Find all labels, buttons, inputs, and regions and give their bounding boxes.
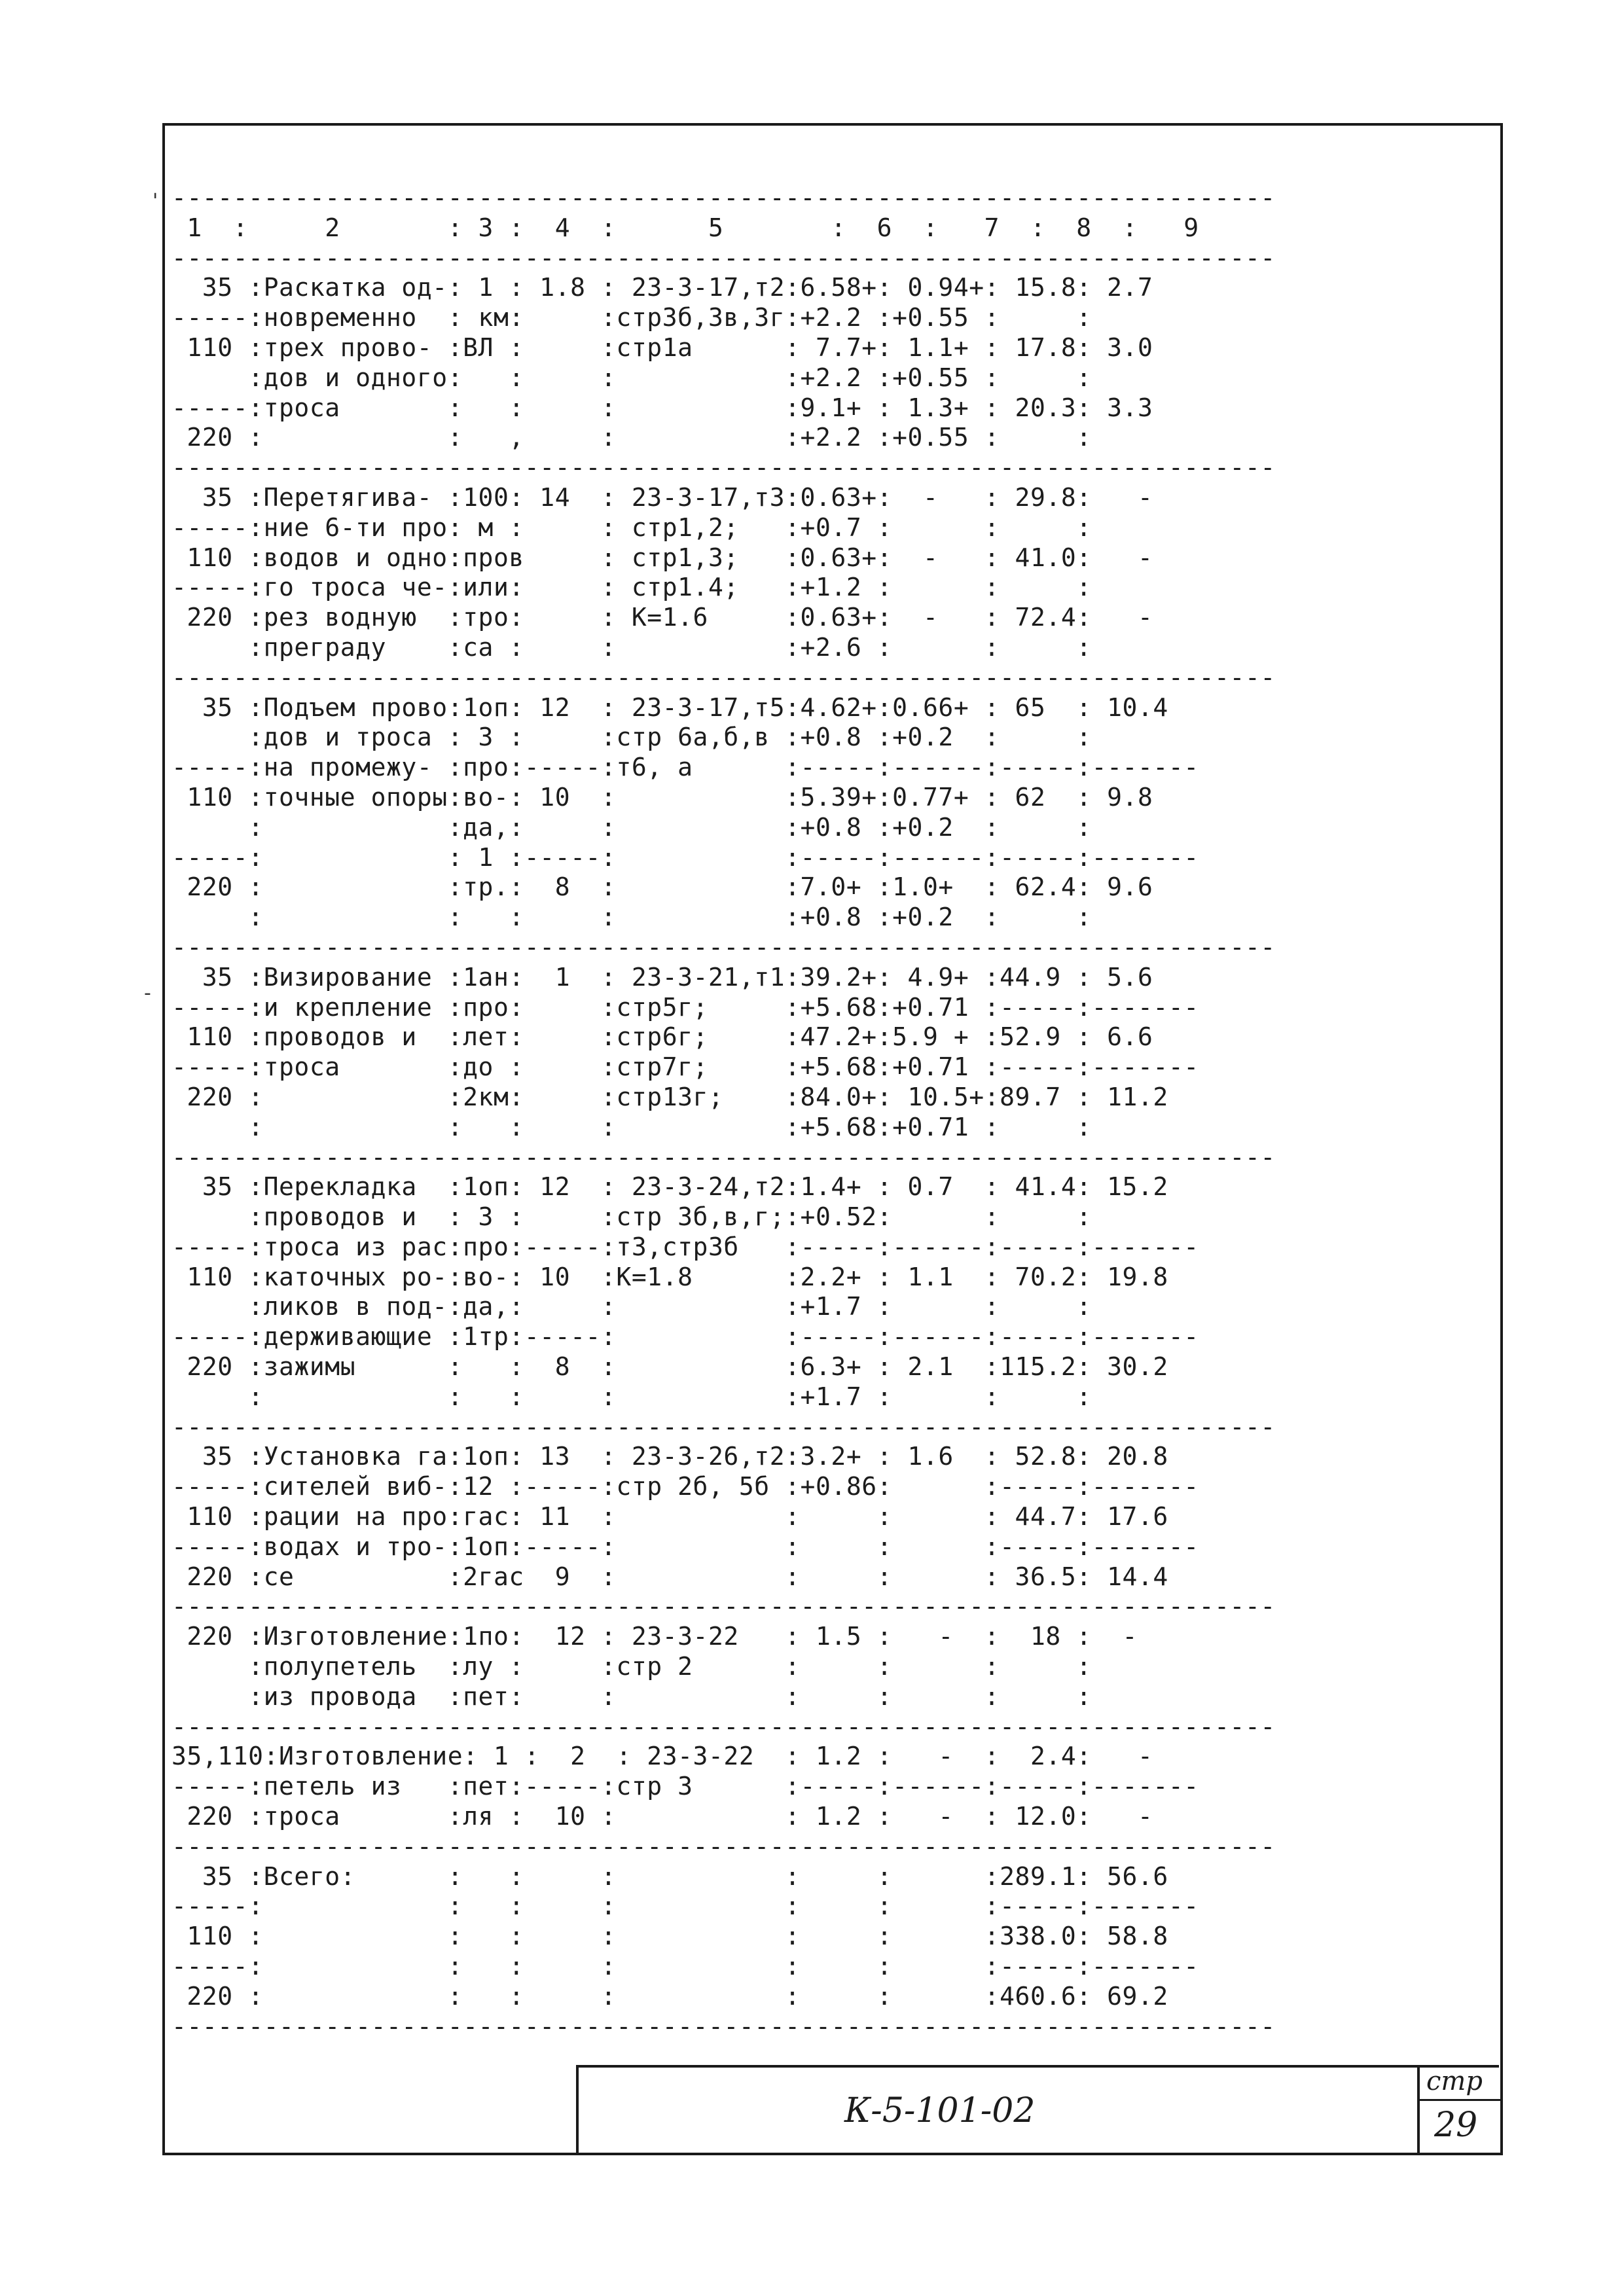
table-line: :проводов и : 3 : :стр 3б,в,г;:+0.52: : :	[171, 1202, 1092, 1232]
table-line: 110 :трех прово- :ВЛ : :стр1а : 7.7+: 1.1+ : 17.8: 3.0	[171, 332, 1153, 362]
table-line: 220 :се :2гас 9 : : : : 36.5: 14.4	[171, 1562, 1168, 1591]
table-line: ------------------------------------------------------------------------	[171, 183, 1276, 212]
binder-mark-1: '	[153, 190, 158, 213]
table-line: 220 :рез водную :тро: : К=1.6 :0.63+: - : 72.4: -	[171, 603, 1153, 632]
table-line: -----:троса : : : :9.1+ : 1.3+ : 20.3: 3.3	[171, 393, 1153, 422]
table-line: ------------------------------------------------------------------------	[171, 1142, 1276, 1172]
table-line: 220 : :тр.: 8 : :7.0+ :1.0+ : 62.4: 9.6	[171, 872, 1153, 902]
table-line: ------------------------------------------------------------------------	[171, 1712, 1276, 1741]
table-line: : : : : :+0.8 :+0.2 : :	[171, 903, 1092, 932]
page-label: стр	[1426, 2066, 1483, 2096]
table-line: -----:троса :до : :стр7г; :+5.68:+0.71 :-----:-------	[171, 1052, 1199, 1082]
table-line: ------------------------------------------------------------------------	[171, 1412, 1276, 1441]
table-line: -----:троса из рас:про:-----:т3,стр3б :-----:------:-----:-------	[171, 1232, 1199, 1261]
table-line: 35 :Перетягива- :100: 14 : 23-3-17,т3:0.63+: - : 29.8: -	[171, 482, 1153, 512]
table-line: :ликов в под-:да,: : :+1.7 : : :	[171, 1292, 1092, 1321]
page-number-cell	[1417, 2065, 1499, 2153]
table-line: -----:держивающие :1тр:-----: :-----:------:-----:-------	[171, 1322, 1199, 1352]
table-line: 35,110:Изготовление: 1 : 2 : 23-3-22 : 1.2 : - : 2.4: -	[171, 1742, 1153, 1771]
table-line: -----:петель из :пет:-----:стр 3 :-----:------:-----:-------	[171, 1772, 1199, 1801]
table-line: -----:новременно : км: :стр3б,3в,3г:+2.2 :+0.55 : :	[171, 303, 1092, 332]
estimate-table	[171, 183, 1276, 2041]
table-line: :из провода :пет: : : : : :	[171, 1681, 1092, 1711]
table-line: -----: : : : : : :-----:-------	[171, 1952, 1199, 1981]
table-line: 35 :Всего: : : : : : :289.1: 56.6	[171, 1861, 1168, 1891]
table-line: 35 :Визирование :1ан: 1 : 23-3-21,т1:39.2+: 4.9+ :44.9 : 5.6	[171, 962, 1153, 992]
page-cell-divider	[1420, 2099, 1502, 2101]
binder-mark-2: -	[144, 982, 151, 1005]
table-line: 35 :Установка га:1оп: 13 : 23-3-26,т2:3.2+ : 1.6 : 52.8: 20.8	[171, 1442, 1168, 1471]
table-line: 110 :рации на про:гас: 11 : : : : 44.7: 17.6	[171, 1502, 1168, 1532]
table-line: -----:и крепление :про: :стр5г; :+5.68:+0.71 :-----:-------	[171, 992, 1199, 1022]
table-line: 110 : : : : : : :338.0: 58.8	[171, 1922, 1168, 1951]
table-line: 220 : : : : : : :460.6: 69.2	[171, 1981, 1168, 2011]
table-line: 1 : 2 : 3 : 4 : 5 : 6 : 7 : 8 : 9	[171, 213, 1199, 242]
table-line: : : : : :+5.68:+0.71 : :	[171, 1112, 1092, 1141]
table-line: -----:водах и тро-:1оп:-----: : : :-----:-------	[171, 1532, 1199, 1561]
table-line: 220 : :2км: :стр13г; :84.0+: 10.5+:89.7 : 11.2	[171, 1082, 1168, 1111]
table-line: 110 :проводов и :лет: :стр6г; :47.2+:5.9 + :52.9 : 6.6	[171, 1022, 1153, 1052]
table-line: -----: : 1 :-----: :-----:------:-----:-------	[171, 842, 1199, 872]
page-number: 29	[1434, 2106, 1478, 2145]
document-code: К-5-101-02	[844, 2091, 1036, 2130]
table-line: -----:сителей виб-:12 :-----:стр 2б, 5б :+0.86: :-----:-------	[171, 1472, 1199, 1501]
table-line: :дов и троса : 3 : :стр 6а,б,в :+0.8 :+0.2 : :	[171, 723, 1092, 752]
table-line: -----:ние 6-ти про: м : : стр1,2; :+0.7 : : :	[171, 512, 1092, 542]
table-line: ------------------------------------------------------------------------	[171, 932, 1276, 961]
table-line: -----:го троса че-:или: : стр1.4; :+1.2 : : :	[171, 573, 1092, 602]
table-line: 35 :Перекладка :1оп: 12 : 23-3-24,т2:1.4+ : 0.7 : 41.4: 15.2	[171, 1172, 1168, 1202]
table-line: ------------------------------------------------------------------------	[171, 2011, 1276, 2041]
table-line: : : : : :+1.7 : : :	[171, 1382, 1092, 1411]
table-line: 35 :Подъем прово:1оп: 12 : 23-3-17,т5:4.62+:0.66+ : 65 : 10.4	[171, 692, 1168, 722]
table-line: 110 :водов и одно:пров : стр1,3; :0.63+: - : 41.0: -	[171, 543, 1153, 572]
table-line: ------------------------------------------------------------------------	[171, 1592, 1276, 1621]
table-line: :преграду :са : : :+2.6 : : :	[171, 632, 1092, 662]
table-line: 220 : : , : :+2.2 :+0.55 : :	[171, 423, 1092, 452]
table-line: : :да,: : :+0.8 :+0.2 : :	[171, 812, 1092, 842]
table-line: -----:на промежу- :про:-----:т6, а :-----:------:-----:-------	[171, 753, 1199, 782]
table-line: 220 :зажимы : : 8 : :6.3+ : 2.1 :115.2: 30.2	[171, 1352, 1168, 1382]
table-line: -----: : : : : : :-----:-------	[171, 1892, 1199, 1921]
table-line: 110 :точные опоры:во-: 10 : :5.39+:0.77+ : 62 : 9.8	[171, 782, 1153, 812]
table-line: ------------------------------------------------------------------------	[171, 1831, 1276, 1861]
table-line: 220 :троса :ля : 10 : : 1.2 : - : 12.0: -	[171, 1802, 1153, 1831]
table-line: ------------------------------------------------------------------------	[171, 662, 1276, 692]
table-line: 220 :Изготовление:1по: 12 : 23-3-22 : 1.5 : - : 18 : -	[171, 1622, 1138, 1651]
table-line: :полупетель :лу : :стр 2 : : : :	[171, 1652, 1092, 1681]
table-line: ------------------------------------------------------------------------	[171, 453, 1276, 482]
table-line: ------------------------------------------------------------------------	[171, 243, 1276, 272]
table-line: 110 :каточных ро-:во-: 10 :К=1.8 :2.2+ : 1.1 : 70.2: 19.8	[171, 1262, 1168, 1291]
table-line: :дов и одного: : : :+2.2 :+0.55 : :	[171, 363, 1092, 392]
table-line: 35 :Раскатка од-: 1 : 1.8 : 23-3-17,т2:6.58+: 0.94+: 15.8: 2.7	[171, 273, 1153, 302]
